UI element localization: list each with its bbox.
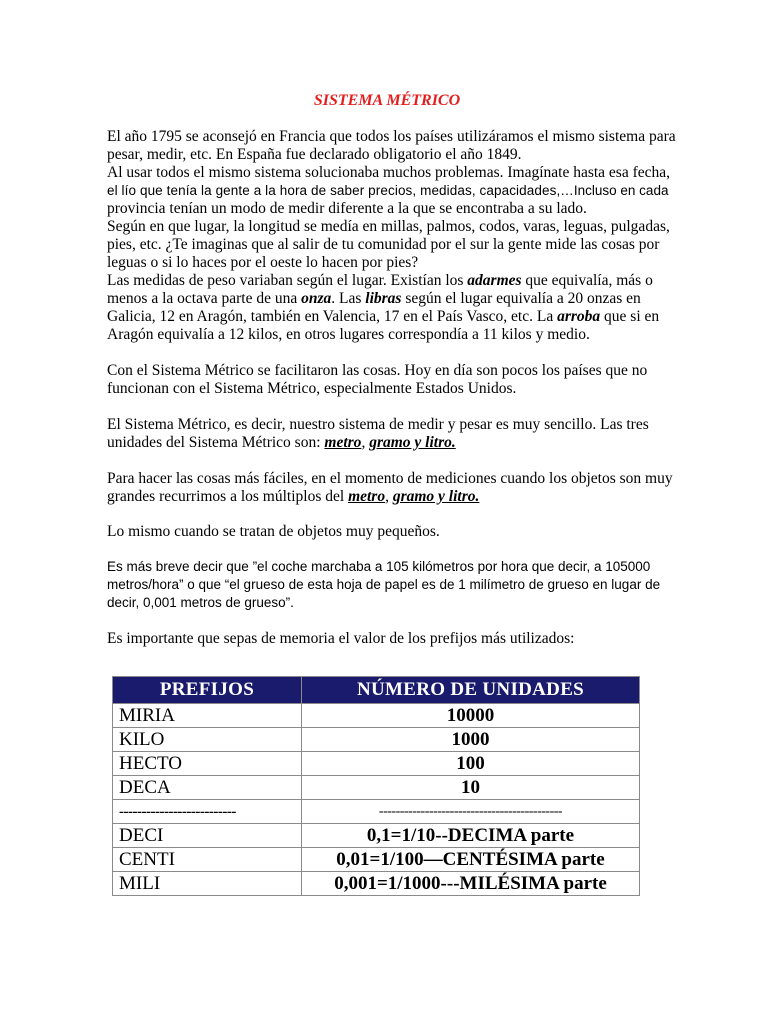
text-line: leguas o si lo haces por el oeste lo hacen por pies? [107, 254, 419, 271]
table-separator-row [113, 800, 640, 824]
term-onza: onza [301, 290, 332, 307]
term-gramo-litro: gramo y litro. [369, 434, 456, 451]
text-line: Con el Sistema Métrico se facilitaron las cosas. Hoy en día son pocos los países que no [107, 362, 648, 379]
paragraph-multiples [107, 470, 673, 506]
text-line: El Sistema Métrico, es decir, nuestro sistema de medir y pesar es muy sencillo. Las tres [107, 416, 649, 433]
prefix-cell: MIRIA [113, 704, 302, 728]
table-row [113, 776, 640, 800]
intro-paragraph [107, 128, 676, 344]
value-cell: 10 [302, 776, 640, 800]
prefix-cell: HECTO [113, 752, 302, 776]
text-line: pesar, medir, etc. En España fue declarado obligatorio el año 1849. [107, 146, 522, 163]
term-libras: libras [365, 290, 402, 307]
text-line: El año 1795 se aconsejó en Francia que todos los países utilizáramos el mismo sistema para [107, 128, 676, 145]
sans-text-tail: Incluso en cada [573, 183, 669, 198]
text-line: Según en que lugar, la longitud se medía en millas, palmos, codos, varas, leguas, pulgadas, [107, 218, 670, 235]
value-cell: 0,01=1/100—CENTÉSIMA parte [302, 848, 640, 872]
table-row [113, 824, 640, 848]
term-metro: metro [324, 434, 362, 451]
term-arroba: arroba [557, 308, 601, 325]
prefix-cell: CENTI [113, 848, 302, 872]
term-adarmes: adarmes [467, 272, 522, 289]
column-header-numero-unidades: NÚMERO DE UNIDADES [302, 677, 640, 704]
text-line: menos a la octava parte de una onza. Las libras según el lugar equivalía a 20 onzas en [107, 290, 641, 307]
column-header-prefijos: PREFIJOS [113, 677, 302, 704]
text-line: unidades del Sistema Métrico son: metro, gramo y litro. [107, 434, 456, 451]
paragraph-example [107, 558, 667, 612]
value-cell: 0,1=1/10--DECIMA parte [302, 824, 640, 848]
text-line: Es importante que sepas de memoria el valor de los prefijos más utilizados: [107, 630, 575, 647]
prefix-cell: DECI [113, 824, 302, 848]
text-line: provincia tenían un modo de medir diferente a la que se encontraba a su lado. [107, 200, 587, 217]
value-cell: 1000 [302, 728, 640, 752]
table-row [113, 872, 640, 896]
text-line: decir, 0,001 metros de grueso”. [107, 595, 294, 610]
table-row [113, 704, 640, 728]
term-gramo-litro: gramo y litro. [392, 488, 480, 505]
text-line: Al usar todos el mismo sistema solucionaba muchos problemas. Imagínate hasta esa fecha, [107, 164, 671, 181]
text-line: Las medidas de peso variaban según el lugar. Existían los adarmes que equivalía, más o [107, 272, 653, 289]
paragraph-small-objects [107, 523, 667, 541]
separator-cell: -------------------------- [113, 800, 302, 824]
sans-text: el lío que tenía la gente a la hora de saber precios, medidas, capacidades,… [107, 183, 574, 198]
table-header-row [113, 677, 640, 704]
table-row [113, 848, 640, 872]
text-line: metros/hora” o que “el grueso de esta hoja de papel es de 1 milímetro de grueso en lugar de [107, 577, 661, 592]
paragraph-units [107, 416, 667, 452]
text-line: Galicia, 12 en Aragón, también en Valencia, 17 en el País Vasco, etc. La arroba que si en [107, 308, 660, 325]
text-line: grandes recurrimos a los múltiplos del metro, gramo y litro. [107, 488, 480, 505]
text-line: Para hacer las cosas más fáciles, en el momento de mediciones cuando los objetos son muy [107, 470, 673, 487]
prefix-cell: KILO [113, 728, 302, 752]
table-row [113, 752, 640, 776]
value-cell: 0,001=1/1000---MILÉSIMA parte [302, 872, 640, 896]
text-line: Es más breve decir que ”el coche marchaba a 105 kilómetros por hora que decir, a 105000 [107, 559, 651, 574]
separator-cell: -------------------------------------------- [302, 800, 640, 824]
value-cell: 100 [302, 752, 640, 776]
prefix-cell: DECA [113, 776, 302, 800]
text-line: Aragón equivalía a 12 kilos, en otros lugares correspondía a 11 kilos y medio. [107, 326, 590, 343]
paragraph-prefixes-intro [107, 630, 667, 648]
paragraph-metric-system [107, 362, 667, 398]
text-line: pies, etc. ¿Te imaginas que al salir de tu comunidad por el sur la gente mide las cosas por [107, 236, 660, 253]
text-line [107, 182, 667, 200]
term-metro: metro [348, 488, 386, 505]
page-title: SISTEMA MÉTRICO [313, 92, 461, 109]
text-line: funcionan con el Sistema Métrico, especialmente Estados Unidos. [107, 380, 517, 397]
text-line: Lo mismo cuando se tratan de objetos muy pequeños. [107, 523, 440, 540]
table-row [113, 728, 640, 752]
prefix-cell: MILI [113, 872, 302, 896]
value-cell: 10000 [302, 704, 640, 728]
prefixes-table [112, 676, 640, 896]
